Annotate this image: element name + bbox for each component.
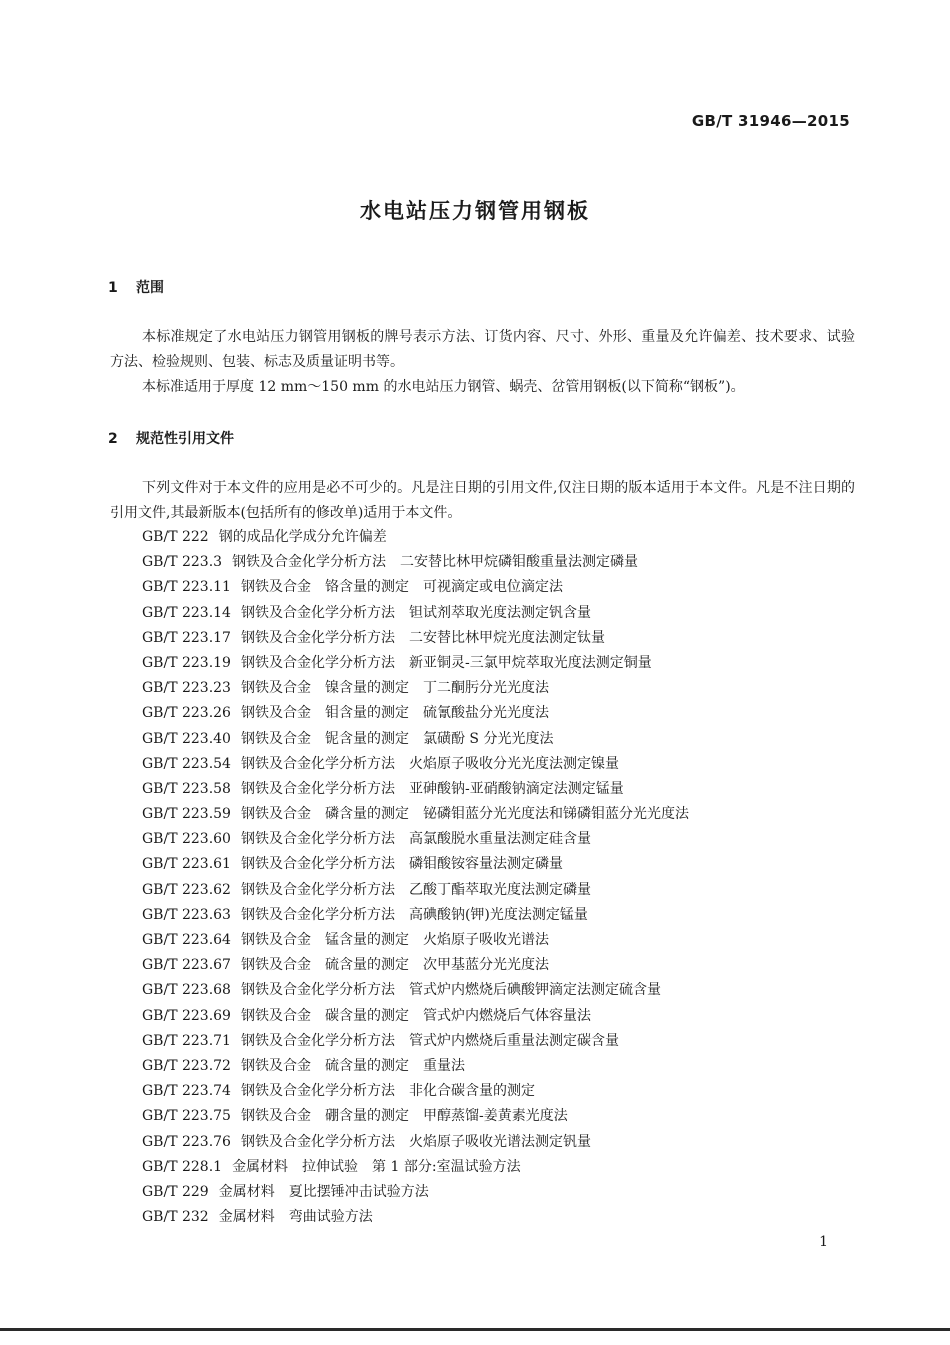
reference-code: GB/T 223.69 <box>142 1007 231 1024</box>
reference-code: GB/T 223.58 <box>142 780 231 797</box>
reference-title: 钢铁及合金化学分析方法 二安替比林甲烷光度法测定钛量 <box>240 629 605 646</box>
reference-item <box>142 525 689 550</box>
reference-item <box>142 601 689 626</box>
section-1-title: 范围 <box>136 280 164 296</box>
reference-code: GB/T 223.62 <box>142 881 231 898</box>
reference-item <box>142 802 689 827</box>
reference-list <box>142 525 689 1230</box>
reference-title: 钢铁及合金 铬含量的测定 可视滴定或电位滴定法 <box>240 579 563 596</box>
reference-code: GB/T 223.63 <box>142 906 231 923</box>
reference-item <box>142 1004 689 1029</box>
reference-title: 钢的成品化学成分允许偏差 <box>218 529 387 545</box>
section-1-number: 1 <box>108 280 118 296</box>
reference-code: GB/T 223.76 <box>142 1133 231 1150</box>
reference-title: 金属材料 夏比摆锤冲击试验方法 <box>218 1183 429 1200</box>
reference-item <box>142 978 689 1003</box>
reference-code: GB/T 223.68 <box>142 982 231 999</box>
reference-item <box>142 626 689 651</box>
reference-code: GB/T 223.74 <box>142 1083 231 1100</box>
section-1-paragraph-2: 本标准适用于厚度 12 mm～150 mm 的水电站压力钢管、蜗壳、岔管用钢板(以下简称“钢板”)。 <box>142 379 745 395</box>
reference-code: GB/T 223.75 <box>142 1108 231 1125</box>
reference-item <box>142 701 689 726</box>
reference-item <box>142 1104 689 1129</box>
reference-title: 钢铁及合金化学分析方法 管式炉内燃烧后重量法测定碳含量 <box>240 1032 619 1049</box>
reference-code: GB/T 223.67 <box>142 957 231 974</box>
reference-title: 钢铁及合金化学分析方法 高碘酸钠(钾)光度法测定锰量 <box>240 906 588 923</box>
reference-code: GB/T 222 <box>142 529 209 545</box>
reference-code: GB/T 223.54 <box>142 755 231 772</box>
reference-item <box>142 878 689 903</box>
reference-title: 钢铁及合金化学分析方法 磷钼酸铵容量法测定磷量 <box>240 856 563 873</box>
reference-title: 钢铁及合金 铌含量的测定 氯磺酚 S 分光光度法 <box>240 730 554 747</box>
reference-title: 钢铁及合金 磷含量的测定 铋磷钼蓝分光光度法和锑磷钼蓝分光光度法 <box>240 806 689 823</box>
reference-title: 钢铁及合金化学分析方法 钽试剂萃取光度法测定钒含量 <box>240 604 591 621</box>
reference-item <box>142 953 689 978</box>
reference-code: GB/T 223.26 <box>142 705 231 722</box>
reference-code: GB/T 229 <box>142 1183 209 1200</box>
reference-code: GB/T 223.72 <box>142 1057 231 1074</box>
reference-code: GB/T 228.1 <box>142 1158 223 1175</box>
reference-item <box>142 752 689 777</box>
reference-item <box>142 903 689 928</box>
reference-title: 钢铁及合金 碳含量的测定 管式炉内燃烧后气体容量法 <box>240 1007 591 1024</box>
reference-code: GB/T 223.71 <box>142 1032 231 1049</box>
reference-code: GB/T 223.23 <box>142 680 231 697</box>
reference-item <box>142 651 689 676</box>
reference-code: GB/T 223.59 <box>142 806 231 823</box>
reference-item <box>142 852 689 877</box>
reference-title: 钢铁及合金 钼含量的测定 硫氰酸盐分光光度法 <box>240 705 549 722</box>
reference-code: GB/T 223.40 <box>142 730 231 747</box>
reference-title: 钢铁及合金 锰含量的测定 火焰原子吸收光谱法 <box>240 932 549 948</box>
reference-title: 钢铁及合金化学分析方法 非化合碳含量的测定 <box>240 1083 535 1100</box>
reference-title: 钢铁及合金化学分析方法 火焰原子吸收光谱法测定钒量 <box>240 1133 591 1150</box>
reference-item <box>142 1079 689 1104</box>
reference-title: 金属材料 拉伸试验 第 1 部分:室温试验方法 <box>232 1158 521 1175</box>
reference-code: GB/T 223.60 <box>142 831 231 848</box>
reference-code: GB/T 223.3 <box>142 554 223 571</box>
reference-title: 钢铁及合金化学分析方法 二安替比林甲烷磷钼酸重量法测定磷量 <box>232 554 639 571</box>
reference-title: 钢铁及合金化学分析方法 乙酸丁酯萃取光度法测定磷量 <box>240 881 591 898</box>
section-2-title: 规范性引用文件 <box>136 431 234 447</box>
reference-item <box>142 1029 689 1054</box>
reference-item <box>142 676 689 701</box>
reference-title: 钢铁及合金 硫含量的测定 重量法 <box>240 1057 465 1074</box>
reference-item <box>142 575 689 600</box>
section-2-heading <box>108 428 234 448</box>
reference-item <box>142 550 689 575</box>
reference-item <box>142 1205 689 1230</box>
reference-title: 钢铁及合金化学分析方法 火焰原子吸收分光光度法测定镍量 <box>240 755 619 772</box>
reference-item <box>142 1054 689 1079</box>
reference-code: GB/T 223.19 <box>142 654 231 671</box>
section-1-paragraph-1: 本标准规定了水电站压力钢管用钢板的牌号表示方法、订货内容、尺寸、外形、重量及允许偏差、技术要求、试验方法、检验规则、包装、标志及质量证明书等。 <box>110 329 855 370</box>
reference-item <box>142 827 689 852</box>
reference-code: GB/T 223.14 <box>142 604 231 621</box>
page-number: 1 <box>819 1234 828 1250</box>
scan-bottom-edge <box>0 1328 950 1331</box>
reference-item <box>142 727 689 752</box>
reference-item <box>142 777 689 802</box>
reference-title: 钢铁及合金化学分析方法 管式炉内燃烧后碘酸钾滴定法测定硫含量 <box>240 982 661 999</box>
reference-item <box>142 1130 689 1155</box>
reference-code: GB/T 223.61 <box>142 856 231 873</box>
reference-title: 金属材料 弯曲试验方法 <box>218 1209 373 1226</box>
reference-item <box>142 928 689 953</box>
reference-code: GB/T 223.17 <box>142 629 231 646</box>
section-1-heading <box>108 277 164 297</box>
reference-item <box>142 1180 689 1205</box>
reference-code: GB/T 223.64 <box>142 932 231 948</box>
reference-title: 钢铁及合金 硼含量的测定 甲醇蒸馏-姜黄素光度法 <box>240 1108 568 1125</box>
standard-number: GB/T 31946—2015 <box>691 112 850 130</box>
section-2-intro: 下列文件对于本文件的应用是必不可少的。凡是注日期的引用文件,仅注日期的版本适用于本文件。凡是不注日期的引用文件,其最新版本(包括所有的修改单)适用于本文件。 <box>110 480 855 521</box>
reference-title: 钢铁及合金化学分析方法 亚砷酸钠-亚硝酸钠滴定法测定锰量 <box>240 780 624 797</box>
reference-item <box>142 1155 689 1180</box>
page-title: 水电站压力钢管用钢板 <box>360 199 590 223</box>
reference-code: GB/T 223.11 <box>142 579 231 596</box>
reference-title: 钢铁及合金化学分析方法 新亚铜灵-三氯甲烷萃取光度法测定铜量 <box>240 654 652 671</box>
reference-code: GB/T 232 <box>142 1209 209 1226</box>
reference-title: 钢铁及合金 硫含量的测定 次甲基蓝分光光度法 <box>240 957 549 974</box>
reference-title: 钢铁及合金 镍含量的测定 丁二酮肟分光光度法 <box>240 680 549 697</box>
reference-title: 钢铁及合金化学分析方法 高氯酸脱水重量法测定硅含量 <box>240 831 591 848</box>
section-2-number: 2 <box>108 431 118 447</box>
